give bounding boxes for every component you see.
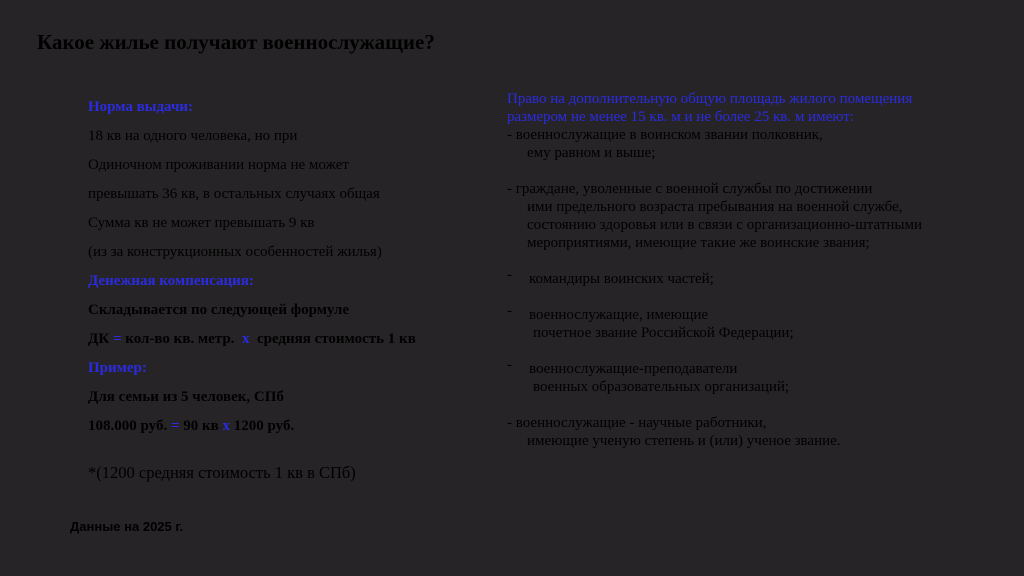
example-term: 90 кв [183, 418, 219, 434]
dash-bullet: - [507, 303, 512, 319]
formula-term: кол-во кв. метр. [125, 331, 235, 347]
norm-line: (из за конструкционных особенностей жилья) [88, 244, 382, 260]
list-item-text: военнослужащие-преподаватели [529, 361, 738, 377]
list-item-cont: ему равном и выше; [527, 145, 656, 161]
right-column [507, 90, 1007, 450]
formula-line [88, 329, 488, 358]
dash-bullet: - [507, 267, 512, 283]
multiply-sign: x [241, 331, 250, 347]
compensation-heading: Денежная компенсация: [88, 273, 254, 289]
right-heading: Право на дополнительную общую площадь жилого помещения [507, 91, 913, 107]
list-item: - граждане, уволенные с военной службы по достижении [507, 181, 873, 197]
example-term: 1200 руб. [233, 418, 295, 434]
left-column [88, 97, 488, 492]
norm-line: Одиночном проживании норма не может [88, 157, 349, 173]
list-item-cont: военных образовательных организаций; [533, 379, 790, 395]
list-item-cont: почетное звание Российской Федерации; [533, 325, 794, 341]
list-item-cont: ими предельного возраста пребывания на военной службе, [527, 199, 903, 215]
page-title: Какое жилье получают военнослужащие? [37, 30, 435, 54]
example-calc [88, 416, 488, 445]
list-item-cont: имеющие ученую степень и (или) ученое звание. [527, 433, 841, 449]
equals-sign: = [170, 418, 180, 434]
list-item: - военнослужащие в воинском звании полковник, [507, 127, 823, 143]
price-note: *(1200 средняя стоимость 1 кв в СПб) [88, 463, 356, 482]
list-item-cont: состоянию здоровья или в связи с организационно-штатными [527, 217, 922, 233]
multiply-sign: x [222, 418, 231, 434]
formula-term: ДК [88, 331, 110, 347]
list-item-text: военнослужащие, имеющие [529, 307, 709, 323]
dash-bullet: - [507, 357, 512, 373]
list-item [507, 357, 1007, 378]
right-heading: размером не менее 15 кв. м и не более 25 кв. м имеют: [507, 109, 854, 125]
formula-intro: Складывается по следующей формуле [88, 302, 350, 318]
norm-line: 18 кв на одного человека, но при [88, 128, 298, 144]
list-item-text: командиры воинских частей; [529, 271, 714, 287]
list-item-cont: мероприятиями, имеющие такие же воинские звания; [527, 235, 870, 251]
formula-term: средняя стоимость 1 кв [256, 331, 416, 347]
data-date-note: Данные на 2025 г. [70, 519, 184, 534]
list-item [507, 303, 1007, 324]
example-heading: Пример: [88, 360, 147, 376]
norm-line: Сумма кв не может превышать 9 кв [88, 215, 315, 231]
example-line: Для семьи из 5 человек, СПб [88, 389, 284, 405]
list-item: - военнослужащие - научные работники, [507, 415, 767, 431]
example-term: 108.000 руб. [88, 418, 168, 434]
norm-heading: Норма выдачи: [88, 99, 194, 115]
norm-line: превышать 36 кв, в остальных случаях общая [88, 186, 380, 202]
list-item [507, 267, 1007, 288]
equals-sign: = [112, 331, 122, 347]
